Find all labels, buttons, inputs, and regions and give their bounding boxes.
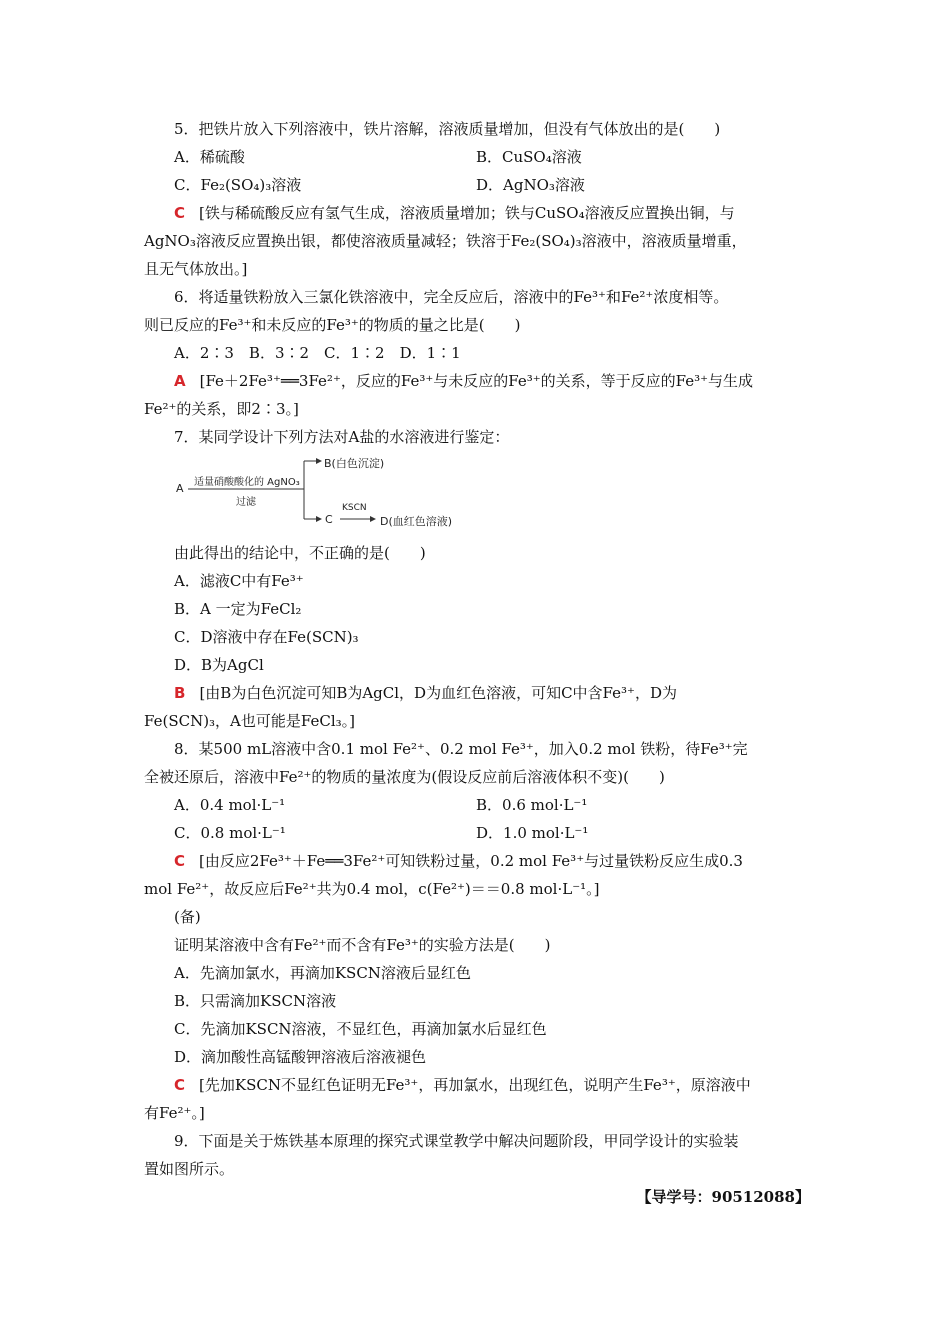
q7-question: 由此得出的结论中，不正确的是( ) <box>174 544 426 562</box>
q7-exp-text-1: [由B为白色沉淀可知B为AgCl，D为血红色溶液，可知C中含Fe³⁺，D为 <box>199 684 677 702</box>
q5-option-d: D．AgNO₃溶液 <box>476 176 585 194</box>
spare-explanation-2: 有Fe²⁺。] <box>144 1104 205 1122</box>
filter-label: 过滤 <box>236 497 256 508</box>
q5-explanation-2: AgNO₃溶液反应置换出银，都使溶液质量减轻；铁溶于Fe₂(SO₄)₃溶液中，溶液质量增重， <box>144 232 747 250</box>
q6-stem-2: 则已反应的Fe³⁺和未反应的Fe³⁺的物质的量之比是( ) <box>144 316 521 334</box>
q5-option-c: C．Fe₂(SO₄)₃溶液 <box>174 176 302 194</box>
reagent-label: 适量硝酸酸化的 AgNO₃ <box>194 477 300 488</box>
q6-explanation-1 <box>144 367 810 395</box>
q6-answer: A <box>174 372 186 390</box>
q7-answer: B <box>174 684 186 702</box>
spare-option-a: A．先滴加氯水，再滴加KSCN溶液后显红色 <box>174 964 471 982</box>
q8-explanation-1 <box>144 847 810 875</box>
q7-flow-diagram <box>174 455 810 535</box>
arrow-head-d <box>370 516 376 522</box>
q5-option-b: B．CuSO₄溶液 <box>476 148 582 166</box>
spare-option-c: C．先滴加KSCN溶液，不显红色，再滴加氯水后显红色 <box>174 1020 547 1038</box>
spare-tag: (备) <box>174 908 201 926</box>
q8-option-b: B．0.6 mol·L⁻¹ <box>476 796 588 814</box>
q8-stem-1: 8．某500 mL溶液中含0.1 mol Fe²⁺、0.2 mol Fe³⁺，加入0.2 mol 铁粉，待Fe³⁺完 <box>174 740 748 758</box>
q5-exp-text-1: [铁与稀硫酸反应有氢气生成，溶液质量增加；铁与CuSO₄溶液反应置换出铜，与 <box>199 204 735 222</box>
q7-stem: 7．某同学设计下列方法对A盐的水溶液进行鉴定： <box>174 428 510 446</box>
node-b: B(白色沉淀) <box>324 457 385 470</box>
node-d: D(血红色溶液) <box>380 515 453 528</box>
q8-option-d: D．1.0 mol·L⁻¹ <box>476 824 589 842</box>
q5-answer: C <box>174 204 186 222</box>
q5-options-ab <box>144 143 810 171</box>
spare-option-d: D．滴加酸性高锰酸钾溶液后溶液褪色 <box>174 1048 427 1066</box>
q7-option-d: D．B为AgCl <box>174 656 264 674</box>
spare-option-b: B．只需滴加KSCN溶液 <box>174 992 337 1010</box>
q9-stem-1: 9．下面是关于炼铁基本原理的探究式课堂教学中解决问题阶段，甲同学设计的实验装 <box>174 1132 739 1150</box>
q7-option-a: A．滤液C中有Fe³⁺ <box>174 572 304 590</box>
arrow-head-b <box>316 458 322 464</box>
spare-exp-text-1: [先加KSCN不显红色证明无Fe³⁺，再加氯水，出现红色，说明产生Fe³⁺，原溶液中 <box>199 1076 751 1094</box>
q8-options-cd <box>144 819 810 847</box>
q8-exp-text-1: [由反应2Fe³⁺＋Fe══3Fe²⁺可知铁粉过量，0.2 mol Fe³⁺与过量铁粉反应生成0.3 <box>199 852 743 870</box>
q8-option-c: C．0.8 mol·L⁻¹ <box>174 824 286 842</box>
q5-explanation-1 <box>144 199 810 227</box>
spare-stem: 证明某溶液中含有Fe²⁺而不含有Fe³⁺的实验方法是( ) <box>174 936 551 954</box>
q7-explanation-2: Fe(SCN)₃，A也可能是FeCl₃。] <box>144 712 355 730</box>
guide-number: 【导学号：90512088】 <box>636 1188 810 1206</box>
q8-options-ab <box>144 791 810 819</box>
q5-stem: 5．把铁片放入下列溶液中，铁片溶解，溶液质量增加，但没有气体放出的是( ) <box>174 120 721 138</box>
q7-option-c: C．D溶液中存在Fe(SCN)₃ <box>174 628 359 646</box>
worksheet-page <box>144 115 810 1211</box>
q7-option-b: B．A 一定为FeCl₂ <box>174 600 302 618</box>
q5-option-a: A．稀硫酸 <box>174 148 245 166</box>
q5-explanation-3: 且无气体放出。] <box>144 260 248 278</box>
q7-explanation-1 <box>144 679 810 707</box>
node-c: C <box>325 513 333 526</box>
spare-answer: C <box>174 1076 186 1094</box>
q9-stem-2: 置如图所示。 <box>144 1160 235 1178</box>
q8-stem-2: 全被还原后，溶液中Fe²⁺的物质的量浓度为(假设反应前后溶液体积不变)( ) <box>144 768 665 786</box>
q8-explanation-2: mol Fe²⁺，故反应后Fe²⁺共为0.4 mol，c(Fe²⁺)＝＝0.8 mol·L⁻¹。] <box>144 880 600 898</box>
kscn-label: KSCN <box>342 503 367 513</box>
q6-exp-text-1: [Fe＋2Fe³⁺══3Fe²⁺，反应的Fe³⁺与未反应的Fe³⁺的关系，等于反应的Fe³⁺与生成 <box>199 372 754 390</box>
q6-explanation-2: Fe²⁺的关系，即2∶3。] <box>144 400 299 418</box>
node-a: A <box>176 482 184 495</box>
q8-option-a: A．0.4 mol·L⁻¹ <box>174 796 286 814</box>
q8-answer: C <box>174 852 186 870</box>
spare-explanation-1 <box>144 1071 810 1099</box>
q6-stem-1: 6．将适量铁粉放入三氯化铁溶液中，完全反应后，溶液中的Fe³⁺和Fe²⁺浓度相等。 <box>174 288 729 306</box>
q6-options: A．2∶3 B．3∶2 C．1∶2 D．1∶1 <box>174 344 461 362</box>
arrow-head-c <box>316 516 322 522</box>
q5-options-cd <box>144 171 810 199</box>
